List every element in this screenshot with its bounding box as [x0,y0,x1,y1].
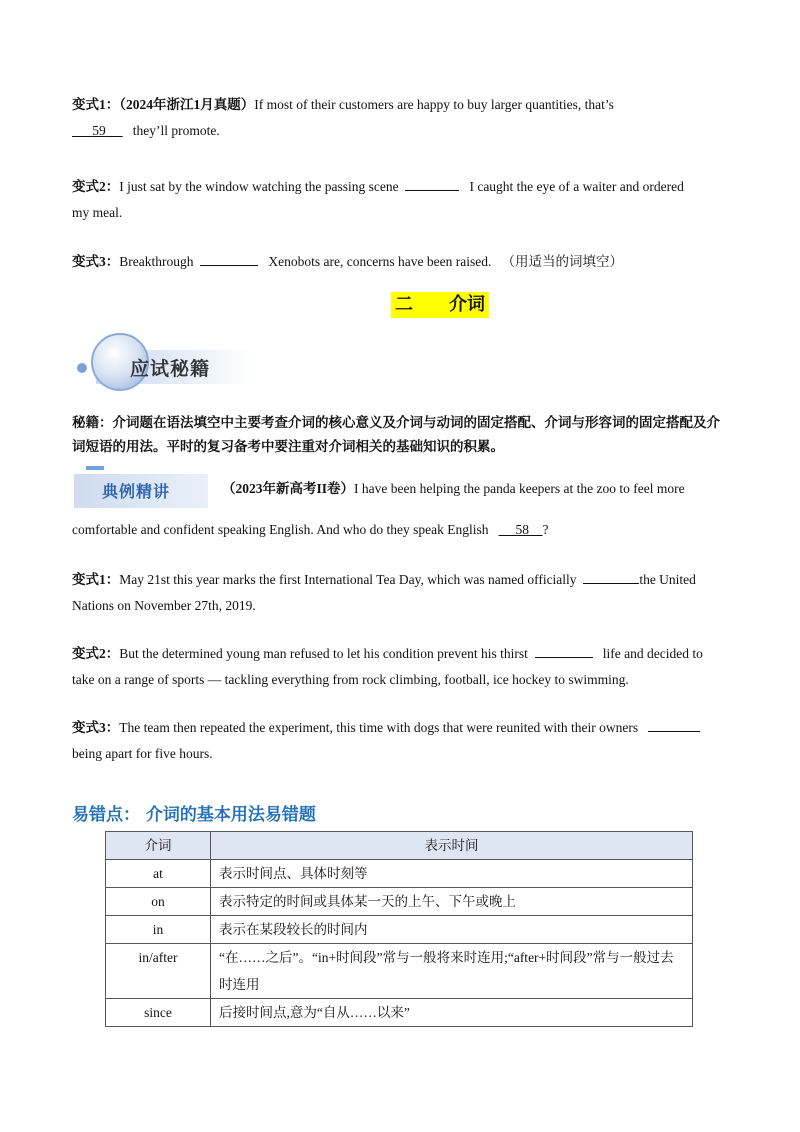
question-text: Xenobots are, concerns have been raised. [268,254,492,269]
source-tag: （2024年浙江1月真题） [119,97,255,112]
table-row [106,916,693,944]
question-text: my meal. [72,205,123,220]
question-text: life and decided to [602,646,703,661]
column-header: 表示时间 [211,832,693,860]
question-text: But the determined young man refused to let his condition prevent his thirst [119,646,528,661]
question-text: Breakthrough [119,254,194,269]
table-row [106,888,693,916]
answer-blank[interactable] [648,717,700,732]
table-row [106,944,693,999]
question-text: comfortable and confident speaking English. And who do they speak English [72,522,489,537]
banner-accent [86,466,104,470]
answer-blank[interactable] [583,569,639,584]
section-number: 二 [395,294,413,315]
answer-blank [72,123,123,138]
answer-blank[interactable] [535,643,593,658]
answer-number: 58 [515,522,530,537]
secret-paragraph: 秘籍：介词题在语法填空中主要考查介词的核心意义及介词与动词的固定搭配、介词与形容词的固定搭配及介词短语的用法。平时的复习备考中要注重对介词相关的基础知识的积累。 [72,415,720,454]
variant-label: 变式3： [72,254,120,269]
question-text: Nations on November 27th, 2019. [72,598,256,613]
usage-cell: “在……之后”。“in+时间段”常与一般将来时连用;“after+时间段”常与一般过去时连用 [211,944,693,999]
example-first-line [222,476,732,502]
answer-blank [499,522,543,537]
question-text: If most of their customers are happy to buy larger quantities, that’s [254,97,614,112]
variant-label: 变式2： [72,179,120,194]
variant-2-top [72,174,730,226]
variant-label: 变式2： [72,646,120,661]
question-text: take on a range of sports — tackling everything from rock climbing, football, ice hockey to swimming. [72,672,629,687]
section-title: 介词 [449,294,485,315]
preposition-cell: on [106,888,211,916]
variant-1-top [72,92,730,144]
usage-cell: 表示时间点、具体时刻等 [211,860,693,888]
preposition-table [105,831,693,1027]
preposition-cell: at [106,860,211,888]
variant-label: 变式3： [72,720,120,735]
question-text: they’ll promote. [132,123,220,138]
errors-title: 易错点： 介词的基本用法易错题 [72,805,316,825]
tips-banner-label: 应试秘籍 [130,358,211,380]
example-banner [74,466,208,510]
question-text: ? [542,522,549,537]
variant-label: 变式1： [72,97,120,112]
question-text: I have been helping the panda keepers at the zoo to feel more [354,481,685,496]
preposition-cell: in [106,916,211,944]
variant-label: 变式1： [72,572,120,587]
question-text: May 21st this year marks the first International Tea Day, which was named officially [119,572,577,587]
variant-3-top [72,249,730,275]
variant-1 [72,567,730,619]
table-row [106,860,693,888]
answer-blank[interactable] [405,176,459,191]
variant-2 [72,641,730,693]
variant-3 [72,715,730,767]
section-heading [391,292,489,318]
usage-cell: 表示特定的时间或具体某一天的上午、下午或晚上 [211,888,693,916]
source-tag: （2023年新高考II卷） [222,481,355,496]
column-header: 介词 [106,832,211,860]
example-banner-label: 典例精讲 [102,482,171,501]
tips-banner [74,330,254,394]
usage-cell: 后接时间点,意为“自从……以来” [211,999,693,1027]
preposition-cell: in/after [106,944,211,999]
question-text: the United [639,572,696,587]
question-text: being apart for five hours. [72,746,213,761]
usage-cell: 表示在某段较长的时间内 [211,916,693,944]
question-text: I just sat by the window watching the passing scene [119,179,399,194]
preposition-cell: since [106,999,211,1027]
table-row [106,999,693,1027]
answer-blank[interactable] [200,251,258,266]
question-text: I caught the eye of a waiter and ordered [469,179,684,194]
example-second-line [72,517,730,543]
table-header-row [106,832,693,860]
note-text: （用适当的词填空） [501,254,624,269]
answer-number: 59 [92,123,106,138]
question-text: The team then repeated the experiment, this time with dogs that were reunited with their owners [119,720,639,735]
